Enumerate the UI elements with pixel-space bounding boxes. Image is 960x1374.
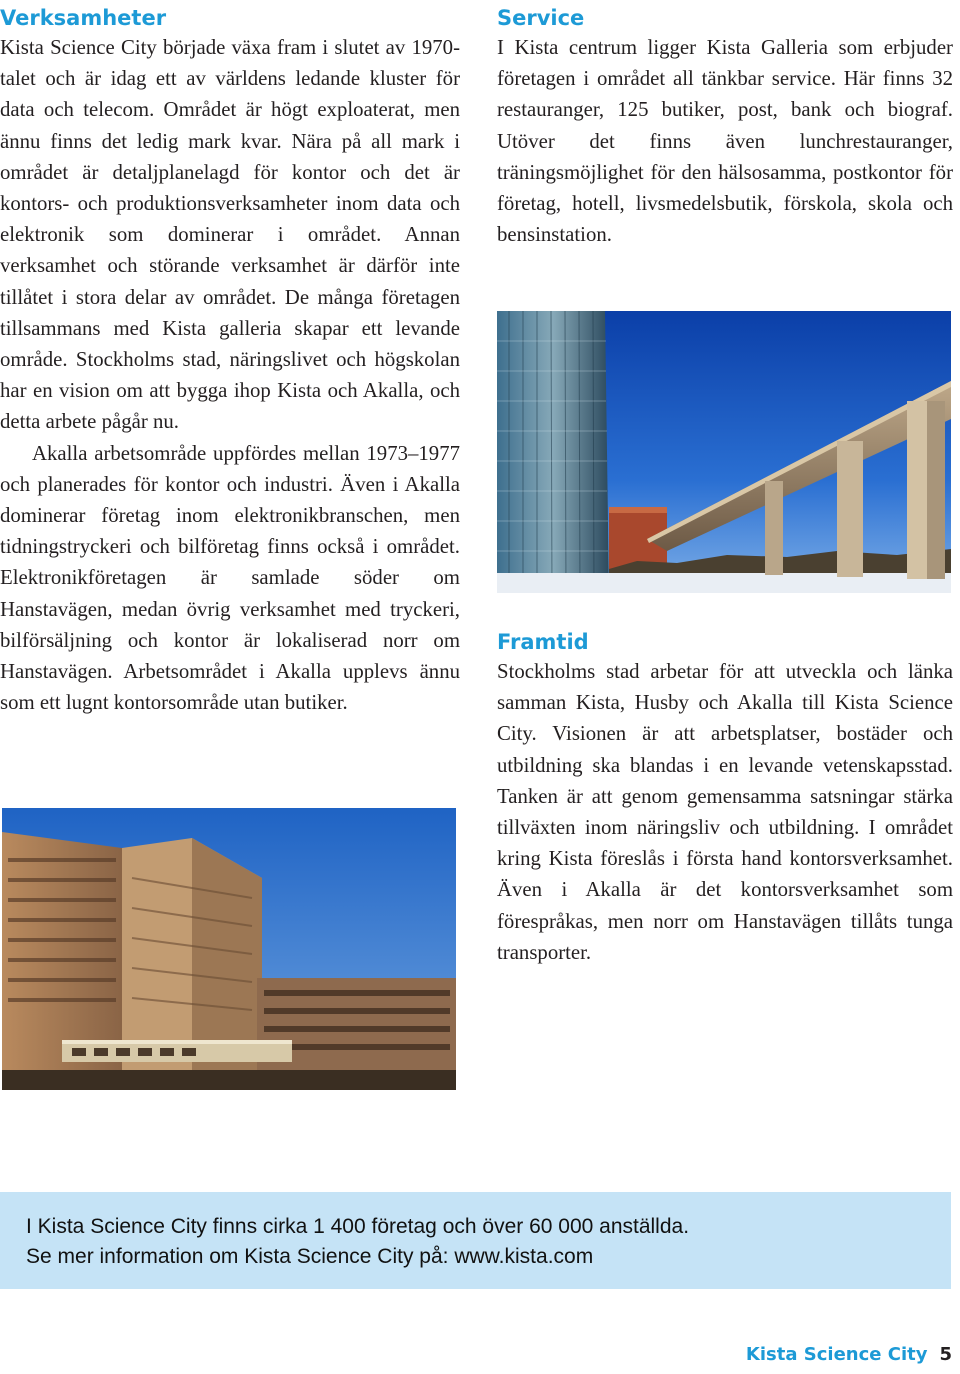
info-box-line-1: I Kista Science City finns cirka 1 400 företag och över 60 000 anställda. xyxy=(26,1215,690,1238)
info-box-line-2: Se mer information om Kista Science City på: www.kista.com xyxy=(26,1245,594,1268)
verksamheter-heading: Verksamheter xyxy=(0,6,167,30)
framtid-heading: Framtid xyxy=(497,630,589,654)
verksamheter-section xyxy=(0,4,460,718)
service-heading: Service xyxy=(497,6,585,30)
framtid-paragraph: Stockholms stad arbetar för att utveckla och länka samman Kista, Husby och Akalla till Kista Science City. Visionen är att arbetsplatser, bostäder och utbildning ska blandas i en levande vetenskapsstad. Tanken är att genom gemensamma satsningar stärka tillväxten inom näringsliv och utbildning. I området kring Kista föreslås i första hand kontorsverksamhet. Även i Akalla är det kontorsverksamhet som förespråkas, men norr om Hanstavägen tillåts tunga transporter. xyxy=(497,660,953,964)
verksamheter-paragraph-1: Kista Science City började växa fram i slutet av 1970-talet och är idag ett av världens ledande kluster för data och telecom. Området är högt exploaterat, men ännu finns det ledig mark kvar. Nära på all mark i området är detaljplanelagd för kontor och det är kontors- och produktionsverksamheter inom data och elektronik som dominerar i området. Annan verksamhet och störande verksamhet är därför inte tillåtet i stora delar av området. De många företagen tillsammans med Kista galleria skapar ett levande område. Stockholms stad, näringslivet och högskolan har en vision om att bygga ihop Kista och Akalla, och detta arbete pågår nu. xyxy=(0,36,460,434)
page-footer xyxy=(746,1344,952,1365)
office-buildings-photo xyxy=(2,808,456,1090)
page-number: 5 xyxy=(939,1344,952,1365)
info-box xyxy=(0,1192,951,1289)
footer-brand: Kista Science City xyxy=(745,1344,928,1365)
verksamheter-paragraph-2: Akalla arbetsområde uppfördes mellan 1973–1977 och planerades för kontor och industri. Även i Akalla dominerar företag inom elektronikbranschen, men tidningstryckeri och bilföretag finns också i området. Elektronikföretagen är samlade söder om Hanstavägen, medan övrig verksamhet med tryckeri, bilförsäljning och kontor är lokaliserad norr om Hanstavägen. Arbetsområdet i Akalla upplevs ännu som ett lugnt kontorsområde utan butiker. xyxy=(0,441,460,715)
service-paragraph: I Kista centrum ligger Kista Galleria som erbjuder företagen i området all tänkbar service. Här finns 32 restauranger, 125 butiker, post, bank och biograf. Utöver det finns även lunchrestauranger, träningsmöjlighet för den hälsosamma, postkontor för företag, hotell, livsmedelsbutik, förskola, skola och bensinstation. xyxy=(497,36,953,247)
framtid-section xyxy=(497,628,953,968)
service-section xyxy=(497,4,953,250)
bridge-photo xyxy=(497,311,951,593)
